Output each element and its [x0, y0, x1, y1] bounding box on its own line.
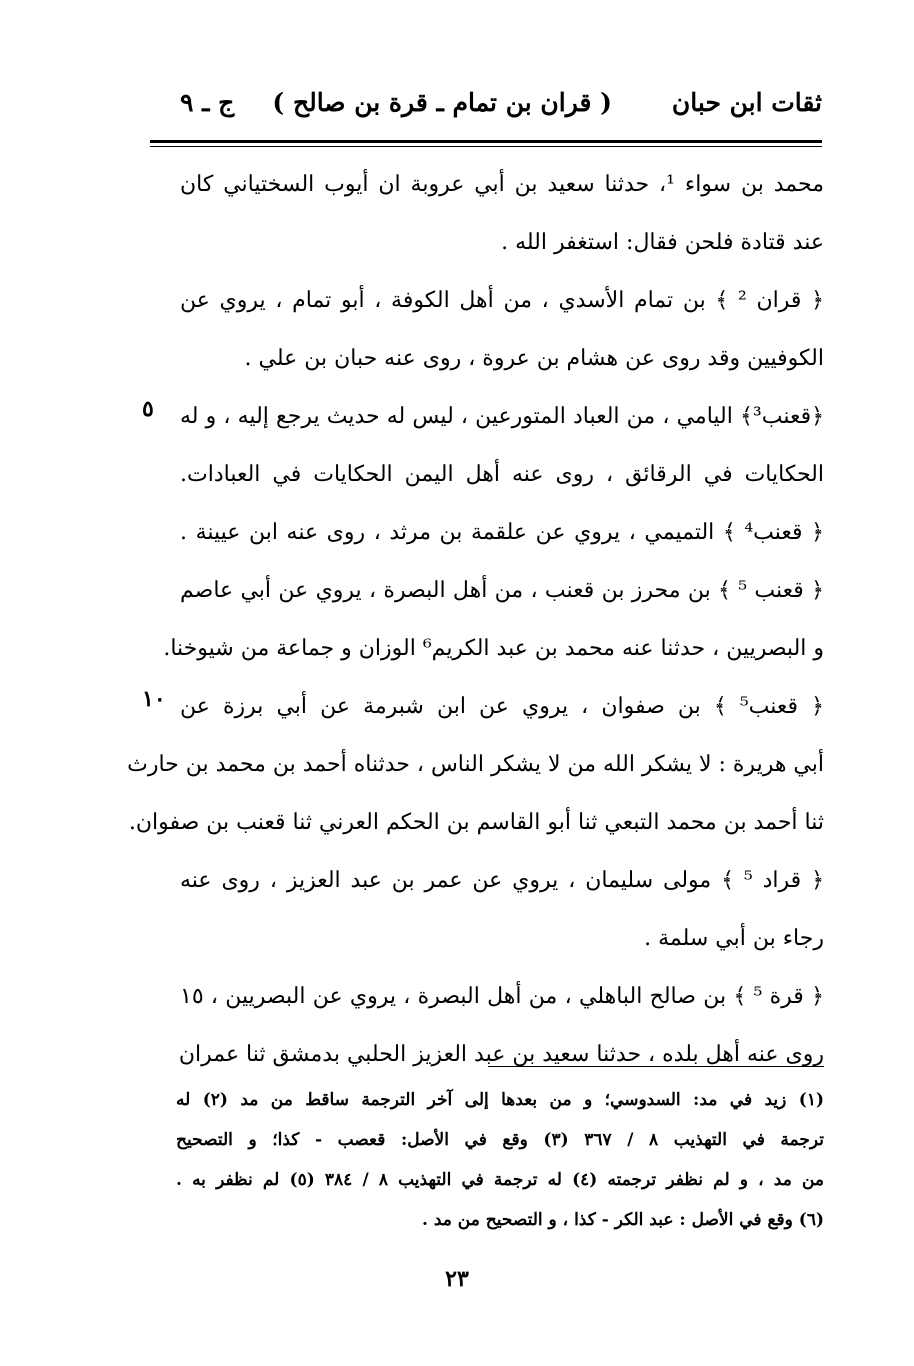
text-line: محمد بن سواء ¹، حدثنا سعيد بن أبي عروبة ان أيوب السختياني كان	[180, 172, 824, 197]
text-line: الكوفيين وقد روى عن هشام بن عروة ، روى عنه حبان بن علي .	[244, 346, 824, 371]
text-line: رجاء بن أبي سلمة .	[644, 926, 824, 951]
text-line: ﴿ قرة ⁵ ﴾ بن صالح الباهلي ، من أهل البصرة ، يروي عن البصريين ، ١٥	[180, 984, 824, 1009]
text-line: عند قتادة فلحن فقال: استغفر الله .	[501, 230, 824, 255]
text-line: ﴿ قراد ⁵ ﴾ مولى سليمان ، يروي عن عمر بن عبد العزيز ، روى عنه	[180, 868, 824, 893]
text-line: ثنا أحمد بن محمد التبعي ثنا أبو القاسم بن الحكم العرني ثنا قعنب بن صفوان.	[128, 810, 824, 835]
margin-line-number: ١٠	[142, 686, 166, 712]
page-number: ٢٣	[445, 1266, 469, 1292]
text-line: ﴿ قعنب⁵ ﴾ بن صفوان ، يروي عن ابن شبرمة عن أبي برزة عن	[180, 694, 824, 719]
footnote-line: ترجمة في التهذيب ٨ / ٣٦٧ (٣) وقع في الأصل: قعصب - كذا؛ و التصحيح	[176, 1130, 824, 1150]
running-header	[150, 88, 822, 128]
book-title: ثقات ابن حبان	[671, 88, 822, 117]
text-line: روى عنه أهل بلده ، حدثنا سعيد بن عبد العزيز الحلبي بدمشق ثنا عمران	[178, 1042, 824, 1067]
header-rule-thick	[150, 140, 822, 143]
header-rule-thin	[150, 146, 822, 147]
footnotes	[176, 1080, 824, 1240]
volume-number: ج ـ ٩	[180, 88, 235, 117]
text-line: ﴿ قعنب ⁵ ﴾ بن محرز بن قعنب ، من أهل البصرة ، يروي عن أبي عاصم	[180, 578, 824, 603]
entry-range: ( قران بن تمام ـ قرة بن صالح )	[272, 88, 612, 117]
text-line: أبي هريرة : لا يشكر الله من لا يشكر الناس ، حدثناه أحمد بن محمد بن حارث	[127, 752, 824, 777]
text-line: ﴿ قعنب⁴ ﴾ التميمي ، يروي عن علقمة بن مرثد ، روى عنه ابن عيينة .	[180, 520, 824, 545]
text-line: ﴿ قران ² ﴾ بن تمام الأسدي ، من أهل الكوفة ، أبو تمام ، يروي عن	[180, 288, 824, 313]
text-line: و البصريين ، حدثنا عنه محمد بن عبد الكريم⁶ الوزان و جماعة من شيوخنا.	[163, 636, 824, 661]
text-line: الحكايات في الرقائق ، روى عنه أهل اليمن الحكايات في العبادات.	[180, 462, 824, 487]
footnote-rule	[488, 1066, 824, 1067]
footnote-line: (١) زيد في مد: السدوسي؛ و من بعدها إلى آخر الترجمة ساقط من مد (٢) له	[176, 1090, 824, 1110]
footnote-line: (٦) وقع في الأصل : عبد الكر - كذا ، و التصحيح من مد .	[422, 1210, 824, 1230]
text-line: ﴿قعنب³﴾ اليامي ، من العباد المتورعين ، ليس له حديث يرجع إليه ، و له	[180, 404, 824, 429]
footnote-line: من مد ، و لم نظفر ترجمته (٤) له ترجمة في التهذيب ٨ / ٣٨٤ (٥) لم نظفر به .	[176, 1170, 824, 1190]
margin-line-number: ٥	[142, 396, 154, 422]
